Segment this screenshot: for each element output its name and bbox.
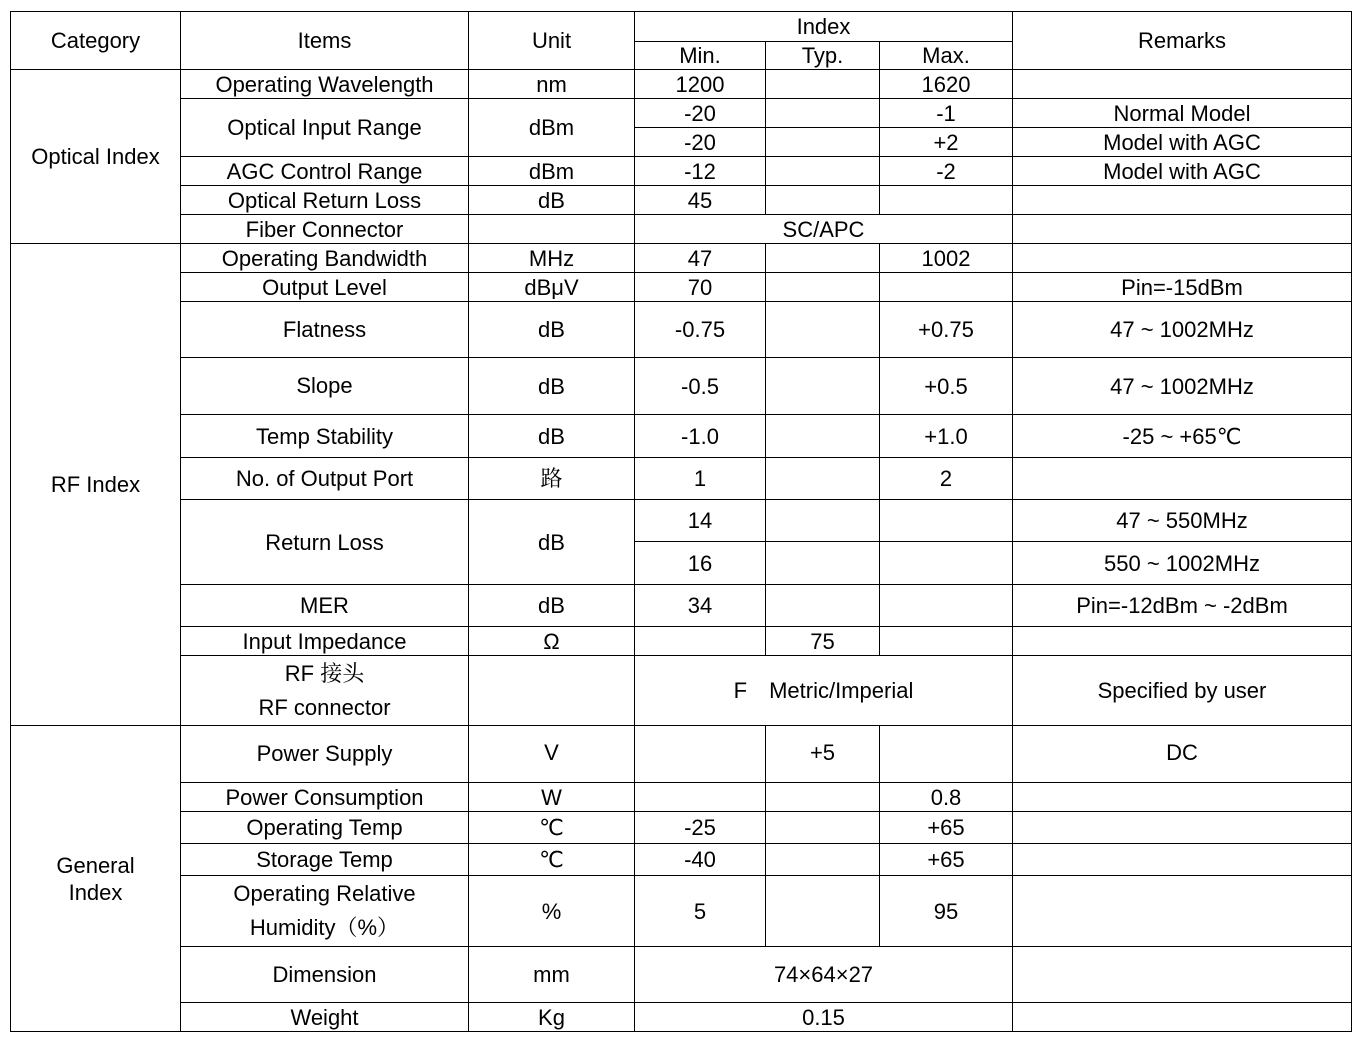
- item-cell: No. of Output Port: [181, 458, 469, 500]
- connector-type: F: [733, 678, 748, 703]
- unit-cell: dB: [469, 358, 635, 415]
- remarks-cell: -25 ~ +65℃: [1013, 415, 1352, 458]
- max-cell: [880, 726, 1013, 783]
- item-text: Power Supply: [256, 741, 393, 766]
- min-cell: 47: [635, 244, 766, 273]
- table-row: [11, 1003, 1352, 1032]
- min-cell: 14: [635, 500, 766, 542]
- category-line-1: General: [56, 852, 135, 878]
- typ-cell: [766, 244, 880, 273]
- header-max: Max.: [880, 42, 1013, 70]
- remarks-cell: 47 ~ 1002MHz: [1013, 358, 1352, 415]
- max-cell: 1620: [880, 70, 1013, 99]
- remarks-cell: [1013, 186, 1352, 215]
- max-cell: [880, 627, 1013, 656]
- typ-cell: [766, 500, 880, 542]
- item-cell: Temp Stability: [181, 415, 469, 458]
- unit-cell: dBm: [469, 157, 635, 186]
- min-cell: -40: [635, 844, 766, 876]
- item-cell: [181, 358, 469, 415]
- remarks-cell: Pin=-15dBm: [1013, 273, 1352, 302]
- min-cell: 45: [635, 186, 766, 215]
- table-row: [11, 876, 1352, 947]
- typ-cell: [766, 186, 880, 215]
- item-cell: Storage Temp: [181, 844, 469, 876]
- item-cell: [181, 726, 469, 783]
- typ-cell: +5: [766, 726, 880, 783]
- min-cell: -0.75: [635, 302, 766, 358]
- unit-cell: MHz: [469, 244, 635, 273]
- unit-cell: 路: [469, 458, 635, 500]
- remarks-cell: [1013, 627, 1352, 656]
- unit-cell: [469, 215, 635, 244]
- remarks-cell: [1013, 1003, 1352, 1032]
- min-cell: 1200: [635, 70, 766, 99]
- max-cell: 2: [880, 458, 1013, 500]
- remarks-cell: [1013, 812, 1352, 844]
- remarks-cell: [1013, 70, 1352, 99]
- item-cell: Output Level: [181, 273, 469, 302]
- remarks-cell: DC: [1013, 726, 1352, 783]
- category-optical: Optical Index: [11, 70, 181, 244]
- item-cell: AGC Control Range: [181, 157, 469, 186]
- item-line-1: RF 接头: [284, 660, 365, 686]
- unit-cell: ℃: [469, 812, 635, 844]
- remarks-cell: Normal Model: [1013, 99, 1352, 128]
- table-row: [11, 215, 1352, 244]
- item-line-2: RF connector: [258, 694, 391, 720]
- remarks-cell: Model with AGC: [1013, 128, 1352, 157]
- typ-cell: [766, 585, 880, 627]
- unit-cell: dBμV: [469, 273, 635, 302]
- unit-cell: nm: [469, 70, 635, 99]
- unit-cell: V: [469, 726, 635, 783]
- unit-cell: dB: [469, 500, 635, 585]
- max-cell: +65: [880, 844, 1013, 876]
- min-cell: -12: [635, 157, 766, 186]
- min-cell: 70: [635, 273, 766, 302]
- typ-cell: [766, 99, 880, 128]
- item-text: Dimension: [272, 961, 377, 987]
- table-row: [11, 186, 1352, 215]
- unit-cell: Kg: [469, 1003, 635, 1032]
- item-cell: [181, 947, 469, 1003]
- header-min: Min.: [635, 42, 766, 70]
- typ-cell: 75: [766, 627, 880, 656]
- min-cell: [635, 627, 766, 656]
- max-cell: +65: [880, 812, 1013, 844]
- max-cell: [880, 500, 1013, 542]
- item-text: Flatness: [282, 316, 367, 342]
- typ-cell: [766, 812, 880, 844]
- table-row: [11, 844, 1352, 876]
- item-cell: Weight: [181, 1003, 469, 1032]
- table-row: [11, 627, 1352, 656]
- typ-cell: [766, 358, 880, 415]
- item-cell: Operating Temp: [181, 812, 469, 844]
- table-row: [11, 244, 1352, 273]
- item-line-1: Operating Relative: [233, 881, 416, 906]
- item-cell: Operating Bandwidth: [181, 244, 469, 273]
- table-row: [11, 415, 1352, 458]
- header-category: Category: [11, 12, 181, 70]
- max-cell: +0.75: [880, 302, 1013, 358]
- unit-cell: dB: [469, 302, 635, 358]
- unit-cell: Ω: [469, 627, 635, 656]
- index-merged-cell: 0.15: [635, 1003, 1013, 1032]
- item-cell: Return Loss: [181, 500, 469, 585]
- max-cell: 95: [880, 876, 1013, 947]
- max-cell: 1002: [880, 244, 1013, 273]
- unit-cell: %: [469, 876, 635, 947]
- item-cell: Power Consumption: [181, 783, 469, 812]
- remarks-cell: [1013, 876, 1352, 947]
- item-cell: [181, 656, 469, 726]
- table-row: [11, 947, 1352, 1003]
- item-cell: [181, 302, 469, 358]
- min-cell: 34: [635, 585, 766, 627]
- unit-cell: dB: [469, 186, 635, 215]
- max-cell: [880, 273, 1013, 302]
- unit-cell: [469, 656, 635, 726]
- unit-cell: dB: [469, 415, 635, 458]
- unit-cell: dBm: [469, 99, 635, 157]
- table-row: [11, 585, 1352, 627]
- item-line-2: Humidity（%）: [249, 915, 400, 940]
- item-cell: Fiber Connector: [181, 215, 469, 244]
- table-row: [11, 783, 1352, 812]
- table-row: [11, 273, 1352, 302]
- remarks-cell: 47 ~ 1002MHz: [1013, 302, 1352, 358]
- max-cell: -1: [880, 99, 1013, 128]
- header-index: Index: [635, 12, 1013, 42]
- unit-cell: mm: [469, 947, 635, 1003]
- remarks-cell: [1013, 844, 1352, 876]
- typ-cell: [766, 415, 880, 458]
- category-line-2: Index: [68, 879, 123, 905]
- item-cell: Input Impedance: [181, 627, 469, 656]
- min-cell: 1: [635, 458, 766, 500]
- header-remarks: Remarks: [1013, 12, 1352, 70]
- table-row: [11, 812, 1352, 844]
- connector-standard: Metric/Imperial: [769, 678, 914, 703]
- typ-cell: [766, 157, 880, 186]
- remarks-cell: Pin=-12dBm ~ -2dBm: [1013, 585, 1352, 627]
- table-row: [11, 358, 1352, 415]
- header-unit: Unit: [469, 12, 635, 70]
- max-cell: +1.0: [880, 415, 1013, 458]
- max-cell: [880, 186, 1013, 215]
- unit-cell: ℃: [469, 844, 635, 876]
- max-cell: 0.8: [880, 783, 1013, 812]
- max-cell: [880, 585, 1013, 627]
- typ-cell: [766, 70, 880, 99]
- header-row: [11, 12, 1352, 42]
- index-merged-cell: SC/APC: [635, 215, 1013, 244]
- typ-cell: [766, 783, 880, 812]
- header-items: Items: [181, 12, 469, 70]
- table-row: [11, 70, 1352, 99]
- remarks-cell: 550 ~ 1002MHz: [1013, 542, 1352, 585]
- remarks-cell: [1013, 458, 1352, 500]
- typ-cell: [766, 273, 880, 302]
- item-cell: [181, 876, 469, 947]
- item-cell: Optical Return Loss: [181, 186, 469, 215]
- min-cell: [635, 726, 766, 783]
- typ-cell: [766, 876, 880, 947]
- remarks-cell: Model with AGC: [1013, 157, 1352, 186]
- typ-cell: [766, 128, 880, 157]
- category-general: [11, 726, 181, 1032]
- table-row: [11, 458, 1352, 500]
- min-cell: -25: [635, 812, 766, 844]
- header-typ: Typ.: [766, 42, 880, 70]
- max-cell: -2: [880, 157, 1013, 186]
- typ-cell: [766, 458, 880, 500]
- min-cell: 16: [635, 542, 766, 585]
- item-cell: Operating Wavelength: [181, 70, 469, 99]
- remarks-cell: [1013, 783, 1352, 812]
- min-cell: -1.0: [635, 415, 766, 458]
- item-cell: MER: [181, 585, 469, 627]
- max-cell: +0.5: [880, 358, 1013, 415]
- table-row: [11, 99, 1352, 128]
- remarks-cell: [1013, 215, 1352, 244]
- typ-cell: [766, 844, 880, 876]
- remarks-cell: [1013, 244, 1352, 273]
- min-cell: -20: [635, 99, 766, 128]
- remarks-cell: 47 ~ 550MHz: [1013, 500, 1352, 542]
- typ-cell: [766, 542, 880, 585]
- index-merged-cell: [635, 656, 1013, 726]
- table-row: [11, 302, 1352, 358]
- max-cell: [880, 542, 1013, 585]
- specification-table: [10, 11, 1352, 1032]
- typ-cell: [766, 302, 880, 358]
- table-row: [11, 726, 1352, 783]
- remarks-cell: Specified by user: [1013, 656, 1352, 726]
- item-cell: Optical Input Range: [181, 99, 469, 157]
- unit-cell: dB: [469, 585, 635, 627]
- min-cell: -20: [635, 128, 766, 157]
- category-rf: RF Index: [11, 244, 181, 726]
- min-cell: 5: [635, 876, 766, 947]
- min-cell: -0.5: [635, 358, 766, 415]
- item-text: Slope: [296, 373, 353, 398]
- table-row: [11, 656, 1352, 726]
- max-cell: +2: [880, 128, 1013, 157]
- table-row: [11, 157, 1352, 186]
- unit-cell: W: [469, 783, 635, 812]
- min-cell: [635, 783, 766, 812]
- remarks-cell: [1013, 947, 1352, 1003]
- index-merged-cell: 74×64×27: [635, 947, 1013, 1003]
- table-row: [11, 500, 1352, 542]
